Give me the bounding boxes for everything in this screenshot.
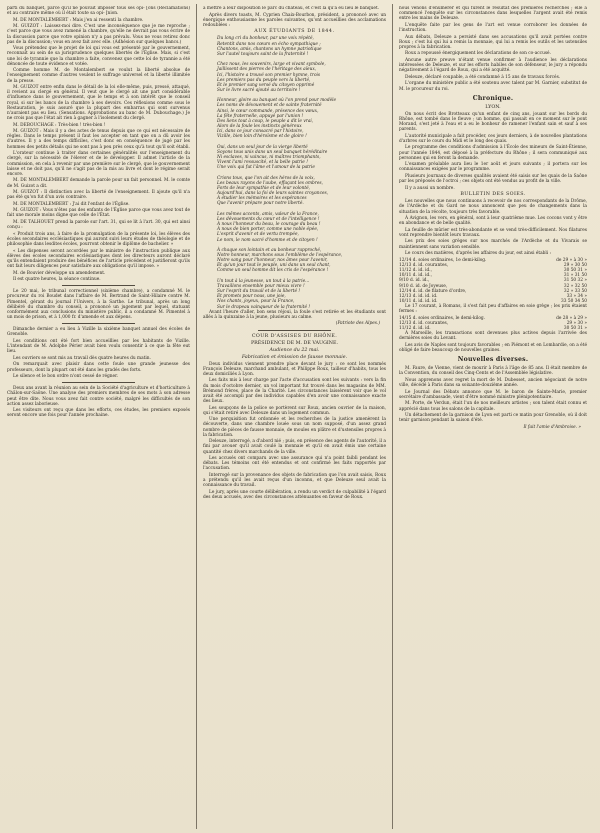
poem-line: À nous l'honneur du beau, le courage du beau ! (217, 222, 321, 228)
article-paragraph: La feuille de mûrier est très-abondante et se vend très-difficilement. Nos filatures vont reprendre bientôt leurs travaux. (399, 227, 587, 238)
article-paragraph: M. GUIZOT : Vous n'êtes pas des enfants de l'Église parce que vous avez tout de fait une morale moins digne que celle de l'État. (7, 208, 190, 219)
article-paragraph: M. DE MONTALEMBERT : J'ai dit l'enfant de l'Église. (13, 201, 130, 207)
article-paragraph: Les faits mis à leur charge par l'acte d'accusation sont les suivants : vers la fin du mois d'octobre dernier, un vol important fut trouvé dans les magasins de MM. Brémond frères, place de la Charité. Les circonstances laissèrent voir que le vol avait été accompli par des individus capables d'en avoir une connaissance exacte des lieux. (203, 378, 386, 405)
section-separator (62, 323, 135, 324)
article-paragraph: Nous apprenons avec regret la mort de M. Dubesset, ancien négociant de notre ville, décédé à Paris dans sa soixante-douzième année. (399, 378, 587, 389)
poem-line: Nos chants, joyeux, pour la France, (217, 299, 295, 305)
column-1 (7, 6, 190, 827)
article-paragraph: Vous prétendez que le projet de loi qui vous est présenté par le gouvernement, reconnaît au sein de sa jurisprudence quelques libertés de l'Église. Mais, si c'est une loi de tyrannie que la chambre a faite, convenez que cette loi de tyrannie a été dénoncée de toute évidence et votée. (7, 46, 190, 67)
city-heading: LYON. (485, 104, 501, 110)
closing-quote: Il fait l'amie d'Ambroise. » (523, 424, 581, 430)
article-paragraph: parti du banquet, parce qu'il ne pouvait imposer tous ses opi- [ons (Réclamations) et au contraire même où il était toute sa opi- [nion. (7, 6, 190, 17)
article-paragraph: Dimanche dernier a eu lieu à Vizille la sixième banquet annuel des écoles de Grenoble. (7, 327, 190, 338)
poem-line: Du long cri du bonheur, par une voix répété, (217, 36, 314, 42)
article-paragraph: Le jury, après une courte délibération, a rendu un verdict de culpabilité à l'égard des deux accusés, avec des circonstances atténuantes en faveur de Roux. (203, 489, 386, 501)
article-paragraph: On remarquait avec plaisir dans cette foule une grande jeunesse des professeurs, dont la plupart ont été dans les gradés des forts. (7, 362, 190, 373)
price-label: 12/13 d. id. id. id. (399, 293, 438, 299)
silk-bulletin-heading: BULLETIN DES SOIES. (460, 192, 526, 198)
article-paragraph: M. de Bouvier développe un amendement. (13, 270, 106, 276)
article-paragraph: M. DE MONTALEMBERT : Mais j'en ai ressenti la chambre. (13, 17, 144, 23)
poem-line: Sur le livre sacré ajouté au territoire ! (217, 87, 301, 93)
article-paragraph: « Produit trois ans, à faire de la promulgation de la présente loi, les élèves des écoles secondaires ecclésiastiques qui auront suivi leurs études de théologie et de philosophie dans lesdites écoles, pourront obtenir le diplôme de bachelier. » (7, 231, 190, 248)
article-paragraph: Deleuze, déclaré coupable, a été condamné à 15 ans de travaux forcés. (405, 74, 561, 80)
article-paragraph: Les conditions ont été fort bien accueillies par les habitants de Vizille. L'intendant de M. Adolphe Périer avait bien voulu consentir à ce que la fête eut lieu. (7, 338, 190, 355)
article-paragraph: Deleuze, interrogé, a d'abord nié ; puis, en présence des agents de l'autorité, il a fini par avouer qu'il avait coulé la monnaie et qu'il en avait émis une certaine quantité chez divers marchands de la ville. (203, 439, 386, 455)
article-paragraph: Les ouvriers se sont mis au travail dès quatre heures du matin. (13, 355, 151, 361)
poem-line: Aujourd'hui, dans la foi de leurs saintes croyances, (217, 191, 329, 197)
chronique-heading: Chronique. (472, 94, 514, 102)
poem-line: Sur le drapeau vainqueur de la fraternité ! (217, 304, 311, 310)
poem-line: Alors de la foule les instincts généreux (217, 124, 302, 130)
poem-line: Sur l'autel toujours saint de la fraternité ! (217, 51, 309, 57)
article-paragraph: Une perquisition fut ordonnée et les recherches de la justice amenèrent la découverte, dans une chambre louée sous un nom supposé, d'un assez grand nombre de pièces de fausse monnaie, de moules en plâtre et d'ustensiles propres à la fabrication. (203, 417, 386, 438)
poem-line: Travaillons ensemble pour mieux vivre ! (217, 283, 305, 289)
article-paragraph: à mettre à leur disposition le parc du château, et c'est là qu'a eu lieu le banquet. (203, 6, 380, 11)
price-label: 12/13 d. id. courantes, (399, 262, 449, 268)
poem-line: Comme un seul homme dit les cris de l'espérance ! (217, 268, 329, 274)
article-paragraph: Les visiteurs ont reçu que dans les efforts, ces études, les premiers exposés seront encore une fois pour l'année prochaine. (7, 408, 190, 419)
silk-price-table (399, 258, 587, 304)
article-paragraph: Avant l'heure d'aller, bon sens réjoui, la foule s'est retirée et les étudiants sont allés à la quinzaine à la jeune, plusieurs au calme. (203, 309, 386, 320)
poem (203, 36, 386, 309)
article-paragraph: Deux ans avant la réunion au sein de la Société d'agriculture et d'horticulture à Châlon-sur-Saône. Une analyse des premiers membres de ses mots à son adresse peut être dite. Nous vous avez fait contre société, malgré les difficultés de son action assez laborieuse. (7, 386, 190, 407)
article-paragraph: Le 17 courant, à Romans, il s'est fait peu d'affaires en soie grège ; les prix étaient fermes : (399, 304, 587, 315)
poem-title: AUX ÉTUDIANTS DE 1844. (254, 29, 335, 35)
article-paragraph: Après divers toasts, M. Cyprien Chaix-Bourbon, président, a prononcé avec un énergique enthousiasme les paroles suivantes, qu'ont accueillies des acclamations redoublées : (203, 12, 386, 28)
article-paragraph: Comme homme M. de Montalembert se voulut la liberté absolue de l'enseignement comme d'autres veulent le suffrage universel et la liberté illimitée de la presse. (7, 68, 190, 84)
price-label: 10/11 d. id. id. id. (399, 298, 438, 304)
article-paragraph: « Les dispenses seront accordées par le ministre de l'instruction publique aux élèves des écoles secondaires ecclésiastiques dont les directeurs auront déclaré qu'ils entendaient produire des bénéfices de l'article précédent et justifieront qu'ils ont fait leurs diligences pour satisfaire aux obligations qu'il impose. » (7, 248, 190, 270)
news-heading: Nouvelles diverses. (457, 356, 529, 364)
poem-line: À étudier les mémoires et les espérances (217, 196, 307, 202)
court-heading: COUR D'ASSISES DU RHÔNE. (251, 333, 338, 339)
price-label: 12/14 d. soies ordinaires, 1e demi-kilog. (399, 257, 487, 263)
price-range: 31 50 32 » (563, 278, 587, 284)
poem-line: Et promets pour nous, une joie, (217, 294, 286, 300)
poem-line: Chez nous, les souvenirs, large et vivant symbole, (217, 62, 326, 68)
poem-line: Chantons, amis, chantons un hymne patriotique (217, 46, 322, 52)
article-paragraph: Aux débats, Deleuze a persisté dans ses accusations qu'il avait portées contre Roux ; c'est lui qui lui a remis la monnaie, qui lui a remis les outils et les ustensiles propres à la fabrication. (399, 34, 587, 50)
price-range: 32 » 32 50 (563, 283, 587, 289)
price-label: 12/13 d. id. courantes, (399, 321, 449, 326)
poem-line: Retentit dans nos cœurs en écho sympathique ; (217, 41, 321, 47)
poem-line: Honneur, gloire au banquet où l'on prend pour modèle (217, 98, 337, 104)
price-range: 30 50 31 » (563, 326, 587, 332)
column-divider (392, 4, 393, 829)
poem-line: Et qu'un jour tout le peuple, uni dans un seul chant, (217, 263, 331, 269)
article-paragraph: Deux individus viennent prendre place devant le jury : ce sont les nommés François Deleuze, marchand ambulant, et Philippe Roux, tailleur d'habits, tous les deux domiciliés à Lyon. (203, 361, 386, 377)
poem-line: Les dévouements du cœur et de l'intelligence ! (217, 216, 320, 222)
price-label: 12/14 d. id. de filature d'ordre, (399, 288, 467, 294)
article-paragraph: nous venons d'énumérer et qui furent le résultat des premières recherches ; elle a commencé l'enquête sur les circonstances dans lesquelles l'argent avait été remis entre les mains de Deleuze. (399, 6, 587, 22)
column-2 (203, 6, 386, 827)
poem-line: Notre sang pour l'honneur, nos âmes pour l'avenir, (217, 258, 328, 264)
price-label: 14/15 d. soies ordinaires, le demi-kilog. (399, 315, 486, 321)
price-label: 9/10 d. id. id., (399, 278, 430, 284)
poem-line: Le nom, le nom sacré d'homme et de citoyen ! (217, 237, 318, 243)
poem-line: Les noms de dévouement et de sainte fraternité (217, 103, 322, 109)
article-paragraph: M. GUIZOT entre enfin dans le détail de la loi elle-même, puis, pressé, attaqué, il revient au clergé en général. Il veut que le clergé ait une part considérable d'influence dans le gouvernement, que le temps et à son intérêt que le conseil royal, si sur les bancs de la chambre à ses devoirs. Ces réflexions comme sous le Restauration, je suis assuré que la plupart des embarras qui sont survenus n'auraient pas eu lieu. (Sensations. Approbations au banc de M. Dubouchage.) Je ne crois pas que l'état ait rien à gagner à l'isolement du clergé. (7, 85, 190, 122)
article-paragraph: M. DE TALHOUET prend la parole sur l'art. 31, qui se lit à l'art. 30, qui est ainsi conçu : (7, 220, 190, 231)
poem-line: La fête fraternelle, appuyé par l'union ! (217, 113, 304, 119)
article-paragraph: Les soupçons de la police se portèrent sur Roux, ancien ouvrier de la maison, qui s'était retiré avec Deleuze dans un logement commun. (203, 405, 386, 416)
article-paragraph: Les accusés ont comparu avec une assurance qui n'a point faibli pendant les débats. Les témoins ont été entendus et ont confirmé les faits rapportés par l'accusation. (203, 456, 386, 472)
article-paragraph: L'examen préalable aura lieu le 1er août et jours suivants ; il portera sur les connaissances exigées par le programme. (399, 162, 587, 173)
article-paragraph: Les avis de Naples sont toujours favorables ; en Piémont et en Lombardie, on a été obligé de faire beaucoup de nouvelles graines. (399, 343, 587, 354)
article-paragraph: L'orateur continue à traiter dans certaines généralités sur l'enseignement du clergé, sur la nécessité de l'élever et de le développer. Il admet l'article de la commission, en cela à revenir par une première sur le clergé, que le gouvernement laisse et ne doit pas, qu'il ne s'agit pas de la mis au livre et dont le régime serait encore. (7, 151, 190, 177)
poem-line: À chaque son lointain et au bonheur rapproché, (217, 247, 322, 253)
price-label: 11/12 d. id. id., (399, 268, 432, 274)
poem-line: Ni esclaves, ni vaincus, ni maîtres triomphants, (217, 155, 321, 160)
article-paragraph: Interrogé sur la provenance des objets de fabrication que l'on avait saisis, Roux a prétendu qu'il les avait reçus d'un inconnu, et que Deleuze seul avait la connaissance du travail. (203, 473, 386, 489)
poem-line: Oui, dans un seul jour de la vierge liberté (217, 144, 308, 150)
poem-line: Que l'avenir prépare pour notre liberté. (217, 201, 304, 207)
article-paragraph: M. GUIZOT : Mais il y a des actes de tenus depuis que ce qui est nécessaire de règles. Dans le temps présent il faut les accepter en tant que on a dû avoir les d'autres. Il y a des temps difficiles, c'est donc en conséquence de jugé par les hommes des petits détails qui ne sont pas à peu près ceux qu'à tout qu'il soit établi. (7, 129, 190, 150)
article-paragraph: Les nouvelles que nous continuons à recevoir de nos correspondants de la Drôme, de l'Ardèche et du Gard ne nous annoncent que peu de changements dans la situation de la récolte, toujours très favorable. (399, 199, 587, 215)
price-range: 32 » 33 50 (563, 288, 587, 294)
price-label: 9/10 d. id. de Joyeuse, (399, 283, 448, 289)
price-range: 31 » 31 50 (563, 273, 587, 279)
article-paragraph: Les prix des soies grèges sur nos marchés de l'Ardèche et du Vivarais se maintiennent sans variation sensible. (399, 239, 587, 250)
article-paragraph: L'autorité municipale a fait procéder, ces jours derniers, à de nouvelles plantations d'arbres sur le cours du Midi et le long des quais. (399, 133, 587, 144)
poem-line: Vivent l'ami ressuscité, et la belle patrie ! (217, 160, 308, 166)
article-paragraph: Le cours des matières, d'après les affaires du jour, est ainsi établi : (405, 251, 551, 257)
court-date: Audience du 22 mai. (269, 347, 320, 353)
article-paragraph: M. GUIZOT : Laissez-moi dire. C'est une inconséquence que je me reproche ; c'est parce que vous avez ramené la chambre, qu'elle ne devrait pas vous écrire de la discussion parce que votre opinion n'y a pas prévalu. Vous ne vous retirez donc pas de la discussion; vous en avez fait avec elle. (Adhésion sur quelques bancs.) (7, 24, 190, 45)
article-paragraph: Le programme des conditions d'admission à l'École des mineurs de Saint-Étienne, pour l'année 1844, est déposé à la préfecture du Rhône ; il sera communiqué aux personnes qui en feront la demande. (399, 145, 587, 161)
poem-line: Forts de leur sympathie et de leur volonté, (217, 185, 311, 191)
poem-line: Les mêmes accents, amis, valeur de la France, (217, 211, 319, 217)
court-topic: Fabrication et émission de fausse monnaie. (241, 354, 348, 360)
article-paragraph: Il y a aussi un nombre. (405, 185, 455, 191)
poem-line: Soyons tous unis dans un seul banquet héréditaire (217, 149, 328, 155)
poem-line: Ici, l'histoire a trouvé son premier hymne, trois (217, 72, 321, 78)
article-paragraph: M. Porte, de Verdun, était l'un de nos meilleurs artistes ; son talent était connu et apprécié dans tous les salons de la capitale. (399, 401, 587, 412)
section-separator (62, 285, 135, 286)
price-range: 29 » 30 50 (563, 262, 587, 268)
poem-line: Les premiers pas du peuple vers la liberté, (217, 77, 311, 83)
article-paragraph: Roux a repoussé énergiquement les déclarations de son co-accusé. (405, 51, 551, 57)
article-paragraph: À Marseille, les transactions sont devenues plus actives depuis l'arrivée des dernières soies du Levant. (399, 331, 587, 342)
poem-line: Crions tous, que l'on ait des héros de la voix, (217, 175, 315, 181)
price-range: de 28 » à 29 » (556, 315, 587, 321)
poem-line: Sur l'esprit du travail et de la liberté ! (217, 289, 301, 295)
poem-line: Ici, dans ce jour consacré par l'histoire, (217, 129, 304, 135)
article-paragraph: Plusieurs journaux de diverses qualités avaient été saisis sur les quais de la Saône par les préposés de l'octroi ; ces objets ont été vendus au profit de la ville. (399, 173, 587, 185)
article-paragraph: L'enquête faite par les gens de l'art est venue corroborer les données de l'instruction. (399, 22, 587, 34)
article-paragraph: L'organe du ministère public a été soutenu avec talent par M. Garnier, substitut de M. le procureur du roi. (399, 81, 587, 92)
poem-line: À nous de bien porter, comme une noble épée, (217, 227, 319, 233)
article-paragraph: Le Journal des Débats annonce que M. le baron de Sainte-Marie, premier secrétaire d'ambassade, vient d'être nommé ministre plénipotentiaire. (399, 389, 587, 400)
court-presidency: PRÉSIDENCE DE M. DE VAUGINE. (250, 340, 339, 346)
article-paragraph: Le 20 mai, le tribunal correctionnel (sixième chambre), a condamné M. le procureur du roi Boudet dans l'affaire de M. Bertrand de Saint-Hilaire contre M. Pimentel, gérant du journal l'Univers, à la Sarthe. Le tribunal, après un long délibéré du chambre du conseil, a prononcé un jugement par lequel, statuant conformément aux conclusions du ministère public, il a condamné M. Pimentel à un mois de prison, et à 1,000 fr. d'amende et aux dépens. (7, 289, 190, 321)
price-label: 11/12 d. id. id. (399, 326, 431, 332)
poem-line: Vizille, bien loin d'héroïsme et de gloire ! (217, 134, 307, 140)
poem-line: Et le premier sang versé du citoyen opprimé (217, 82, 315, 88)
price-range: 30 50 31 » (563, 268, 587, 274)
article-paragraph: Le silence et le bon ordre n'ont cessé de régner. (13, 374, 119, 380)
price-range: 33 » 34 » (566, 293, 587, 299)
poem-line: Notre honneur, marchons sous l'emblème de l'espérance, (217, 252, 343, 258)
price-label: 10/11 d. id. id., (399, 273, 432, 279)
article-paragraph: M. GUIZOT : Il distinction avec la liberté de l'enseignement. Il ajoute qu'il n'a pas été qu'on fut d'un avis contraire. (7, 190, 190, 201)
poem-line: Des liens tout à coup, le peuple a dit le vrai, (217, 118, 314, 124)
article-paragraph: M. DEBOUCHAGE : Très-bien ! très-bien ! (13, 122, 106, 128)
poem-line: Une voix qui fut l'âme et l'amour de la patrie (217, 165, 315, 171)
price-range: 33 50 34 50 (561, 298, 587, 304)
price-range: de 29 » à 30 » (556, 257, 587, 263)
poem-line: Ainsi, le cœur commande, présence des vœux, (217, 108, 319, 114)
poem-line: Jaillissent des pierres de l'héritage des aïeux, (217, 67, 317, 73)
price-range: 29 » 30 » (566, 321, 587, 326)
section-separator (62, 382, 135, 383)
article-paragraph: Ancune autre preuve n'étant venue confirmer à l'audience les déclarations intéressées de Deleuze, et sur les efforts habiles de son défenseur, le jury a répondu négativement à l'égard de Roux, qui a été acquitté. (399, 57, 587, 74)
silk-price-table (399, 316, 587, 331)
column-divider (196, 4, 197, 829)
source-credit: (Patriote des Alpes.) (335, 321, 380, 327)
article-paragraph: À Avignon, les vers, en général, sont à leur quatrième mue. Les cocons vont y être en abondance et de belle qualité. (399, 216, 587, 227)
article-paragraph: On nous écrit des Brotteaux qu'un enfant de cinq ans, jouant sur les bords du Rhône, est tombé dans le fleuve ; un homme, qui passait en ce moment sur le pont Morand, s'est jeté à l'eau et a eu le bonheur de ramener l'enfant sain et sauf à ses parents. (399, 111, 587, 133)
poem-line: L'esprit d'avenir et de vertu trempée, (217, 232, 299, 238)
section-separator (258, 330, 331, 331)
article-paragraph: M. Faure, de Vienne, vient de mourir à Paris à l'âge de 85 ans. Il était membre de la Convention, du conseil des Cinq-Cents et de l'Assemblée législative. (399, 366, 587, 377)
article-paragraph: Un détachement de la garnison de Lyon est parti ce matin pour Grenoble, où il doit tenir garnison pendant la saison d'été. (399, 413, 587, 424)
column-3 (399, 6, 587, 827)
article-paragraph: M. DE MONTALEMBERT demande la parole pour un fait personnel. M. le comte de M. Guizot a dit. (7, 178, 190, 189)
poem-line: Un tout à la jeunesse, un tout à la patrie... (217, 278, 310, 284)
article-paragraph: Il est quatre heures, la séance continue. (13, 277, 101, 283)
poem-line: Les beaux rayons de l'aube, effaçant les ombres, (217, 180, 323, 186)
